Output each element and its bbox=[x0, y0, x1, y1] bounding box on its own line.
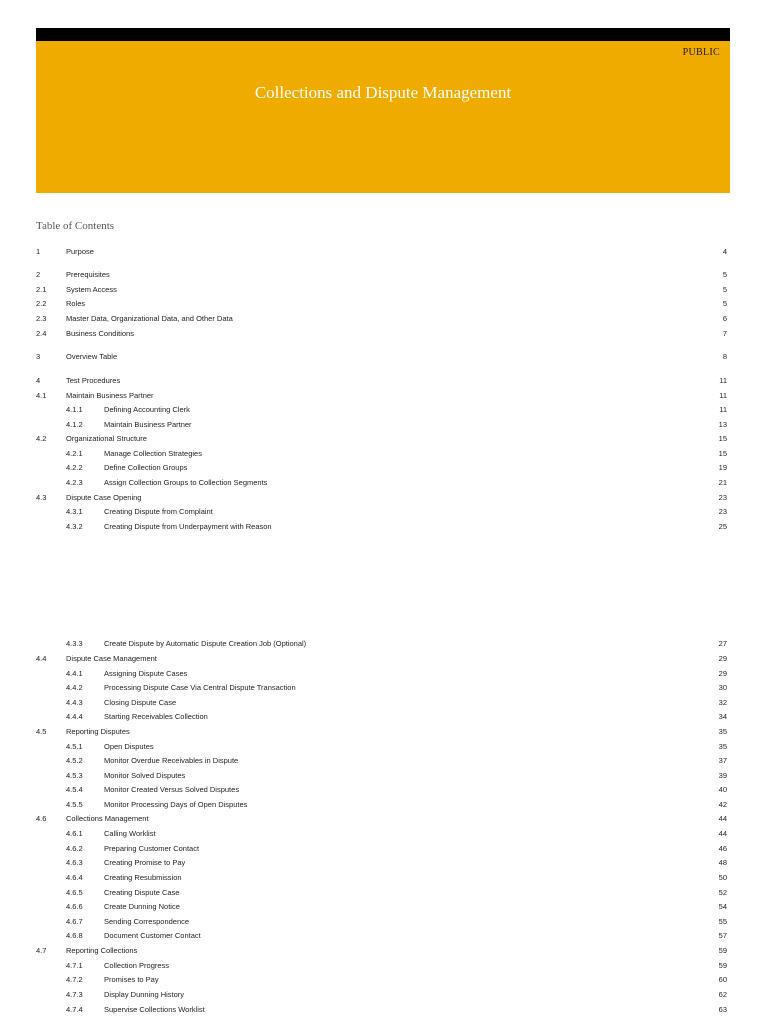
toc-entry-title: Sending Correspondence bbox=[104, 917, 190, 926]
toc-entry-page: 35 bbox=[718, 727, 727, 736]
toc-entry-page: 29 bbox=[718, 669, 727, 678]
toc-entry[interactable] bbox=[36, 461, 730, 475]
toc-entry-number: 4.4.4 bbox=[66, 712, 83, 721]
toc-entry-page: 13 bbox=[718, 420, 727, 429]
toc-entry-number: 4.7.4 bbox=[66, 1005, 83, 1014]
toc-entry-number: 4.2 bbox=[36, 434, 47, 443]
toc-entry[interactable] bbox=[36, 350, 730, 364]
toc-entry-page: 59 bbox=[718, 946, 727, 955]
toc-entry-number: 4.3.3 bbox=[66, 639, 83, 648]
toc-entry-page: 46 bbox=[718, 844, 727, 853]
toc-entry[interactable] bbox=[36, 476, 730, 490]
toc-entry[interactable] bbox=[36, 327, 730, 341]
toc-entry[interactable] bbox=[36, 681, 730, 695]
toc-entry-number: 4.5.3 bbox=[66, 771, 83, 780]
toc-entry-number: 2.1 bbox=[36, 285, 47, 294]
toc-entry-number: 4.7.2 bbox=[66, 975, 83, 984]
toc-entry-page: 5 bbox=[722, 270, 727, 279]
toc-entry-title: Monitor Processing Days of Open Disputes bbox=[104, 800, 248, 809]
toc-entry-title: Assign Collection Groups to Collection Segments bbox=[104, 478, 268, 487]
toc-entry[interactable] bbox=[36, 827, 730, 841]
toc-entry-page: 50 bbox=[718, 873, 727, 882]
classification-label: PUBLIC bbox=[682, 47, 720, 58]
toc-entry[interactable] bbox=[36, 798, 730, 812]
toc-entry-page: 27 bbox=[718, 639, 727, 648]
toc-entry-number: 4.1 bbox=[36, 391, 47, 400]
toc-entry-page: 15 bbox=[718, 434, 727, 443]
toc-entry-number: 4.4.1 bbox=[66, 669, 83, 678]
toc-entry-page: 7 bbox=[722, 329, 727, 338]
toc-entry-number: 4.5.1 bbox=[66, 742, 83, 751]
toc-entry[interactable] bbox=[36, 944, 730, 958]
toc-entry-title: Creating Dispute Case bbox=[104, 888, 180, 897]
toc-entry[interactable] bbox=[36, 856, 730, 870]
toc-entry-title: Create Dispute by Automatic Dispute Creation Job (Optional) bbox=[104, 639, 307, 648]
title-banner bbox=[36, 41, 730, 193]
toc-entry-page: 15 bbox=[718, 449, 727, 458]
toc-entry-title: Manage Collection Strategies bbox=[104, 449, 202, 458]
toc-entry-number: 4.5 bbox=[36, 727, 47, 736]
toc-entry[interactable] bbox=[36, 959, 730, 973]
toc-entry-title: Dispute Case Opening bbox=[66, 493, 142, 502]
toc-entry-number: 4.5.4 bbox=[66, 785, 83, 794]
toc-entry-title: Starting Receivables Collection bbox=[104, 712, 208, 721]
toc-entry-title: Defining Accounting Clerk bbox=[104, 405, 190, 414]
toc-entry-title: Test Procedures bbox=[66, 376, 121, 385]
toc-entry[interactable] bbox=[36, 973, 730, 987]
toc-entry-number: 4.6.3 bbox=[66, 858, 83, 867]
toc-entry-page: 44 bbox=[718, 814, 727, 823]
toc-entry[interactable] bbox=[36, 754, 730, 768]
toc-entry[interactable] bbox=[36, 710, 730, 724]
toc-entry-title: Preparing Customer Contact bbox=[104, 844, 200, 853]
toc-entry[interactable] bbox=[36, 491, 730, 505]
toc-entry[interactable] bbox=[36, 389, 730, 403]
toc-entry-title: Calling Worklist bbox=[104, 829, 156, 838]
toc-entry[interactable] bbox=[36, 812, 730, 826]
toc-entry-number: 4.6 bbox=[36, 814, 47, 823]
toc-entry-page: 35 bbox=[718, 742, 727, 751]
toc-entry-title: Overview Table bbox=[66, 352, 118, 361]
toc-entry-number: 2.4 bbox=[36, 329, 47, 338]
toc-entry-number: 4.5.2 bbox=[66, 756, 83, 765]
toc-entry-number: 4.2.3 bbox=[66, 478, 83, 487]
toc-entry-title: Closing Dispute Case bbox=[104, 698, 177, 707]
toc-entry-number: 4.6.5 bbox=[66, 888, 83, 897]
toc-entry[interactable] bbox=[36, 769, 730, 783]
toc-entry-number: 1 bbox=[36, 247, 41, 256]
toc-entry-title: Document Customer Contact bbox=[104, 931, 201, 940]
toc-entry-title: Roles bbox=[66, 299, 86, 308]
toc-entry[interactable] bbox=[36, 505, 730, 519]
toc-entry-page: 59 bbox=[718, 961, 727, 970]
toc-entry-page: 19 bbox=[718, 463, 727, 472]
toc-entry-number: 4.4.3 bbox=[66, 698, 83, 707]
toc-entry[interactable] bbox=[36, 783, 730, 797]
toc-entry-page: 29 bbox=[718, 654, 727, 663]
toc-entry-title: Organizational Structure bbox=[66, 434, 147, 443]
toc-entry-number: 4.3.1 bbox=[66, 507, 83, 516]
toc-entry-page: 8 bbox=[722, 352, 727, 361]
toc-entry[interactable] bbox=[36, 432, 730, 446]
toc-entry-page: 21 bbox=[718, 478, 727, 487]
toc-entry-page: 37 bbox=[718, 756, 727, 765]
toc-entry[interactable] bbox=[36, 725, 730, 739]
toc-entry-page: 11 bbox=[719, 405, 727, 414]
toc-entry-number: 2.3 bbox=[36, 314, 47, 323]
toc-entry[interactable] bbox=[36, 418, 730, 432]
toc-entry-number: 4.6.2 bbox=[66, 844, 83, 853]
toc-entry-page: 23 bbox=[718, 507, 727, 516]
toc-entry-title: Assigning Dispute Cases bbox=[104, 669, 188, 678]
toc-entry-title: Open Disputes bbox=[104, 742, 154, 751]
toc-entry-number: 4.4.2 bbox=[66, 683, 83, 692]
toc-entry[interactable] bbox=[36, 447, 730, 461]
toc-entry-title: Collection Progress bbox=[104, 961, 170, 970]
toc-entry-number: 4.4 bbox=[36, 654, 47, 663]
toc-entry[interactable] bbox=[36, 915, 730, 929]
toc-entry-title: Maintain Business Partner bbox=[66, 391, 154, 400]
toc-entry-title: Processing Dispute Case Via Central Dispute Transaction bbox=[104, 683, 296, 692]
toc-entry[interactable] bbox=[36, 637, 730, 651]
toc-entry-page: 42 bbox=[718, 800, 727, 809]
toc-entry[interactable] bbox=[36, 929, 730, 943]
toc-entry-number: 2 bbox=[36, 270, 41, 279]
toc-entry-title: Monitor Overdue Receivables in Dispute bbox=[104, 756, 239, 765]
toc-entry-title: Monitor Created Versus Solved Disputes bbox=[104, 785, 240, 794]
toc-entry-page: 55 bbox=[718, 917, 727, 926]
toc-entry-title: Dispute Case Management bbox=[66, 654, 157, 663]
toc-entry-title: Prerequisites bbox=[66, 270, 110, 279]
toc-entry-title: Reporting Disputes bbox=[66, 727, 130, 736]
toc-entry-title: Promises to Pay bbox=[104, 975, 159, 984]
toc-entry-page: 34 bbox=[718, 712, 727, 721]
toc-entry[interactable] bbox=[36, 740, 730, 754]
top-black-bar bbox=[36, 28, 730, 41]
toc-entry-title: System Access bbox=[66, 285, 117, 294]
toc-entry-number: 4.6.4 bbox=[66, 873, 83, 882]
toc-entry[interactable] bbox=[36, 988, 730, 1002]
toc-entry-number: 4.6.1 bbox=[66, 829, 83, 838]
toc-entry-number: 2.2 bbox=[36, 299, 47, 308]
toc-entry-page: 11 bbox=[719, 391, 727, 400]
toc-entry-title: Creating Dispute from Complaint bbox=[104, 507, 213, 516]
toc-entry-page: 62 bbox=[718, 990, 727, 999]
toc-entry-page: 48 bbox=[718, 858, 727, 867]
toc-entry-page: 57 bbox=[718, 931, 727, 940]
toc-entry-title: Reporting Collections bbox=[66, 946, 138, 955]
toc-entry-title: Collections Management bbox=[66, 814, 149, 823]
toc-entry-page: 23 bbox=[718, 493, 727, 502]
toc-entry-page: 5 bbox=[722, 285, 727, 294]
toc-entry[interactable] bbox=[36, 696, 730, 710]
toc-entry-title: Define Collection Groups bbox=[104, 463, 188, 472]
toc-entry-number: 4.6.6 bbox=[66, 902, 83, 911]
toc-entry[interactable] bbox=[36, 403, 730, 417]
toc-entry[interactable] bbox=[36, 283, 730, 297]
toc-entry[interactable] bbox=[36, 268, 730, 282]
toc-entry-page: 6 bbox=[722, 314, 727, 323]
toc-entry-number: 4.2.2 bbox=[66, 463, 83, 472]
toc-entry-page: 52 bbox=[718, 888, 727, 897]
toc-entry-title: Supervise Collections Worklist bbox=[104, 1005, 205, 1014]
toc-entry[interactable] bbox=[36, 1003, 730, 1017]
toc-entry-page: 4 bbox=[722, 247, 727, 256]
toc-entry[interactable] bbox=[36, 312, 730, 326]
toc-entry-page: 32 bbox=[718, 698, 727, 707]
toc-entry[interactable] bbox=[36, 297, 730, 311]
toc-entry-page: 44 bbox=[718, 829, 727, 838]
toc-entry-number: 3 bbox=[36, 352, 41, 361]
toc-heading: Table of Contents bbox=[36, 220, 115, 232]
toc-entry[interactable] bbox=[36, 374, 730, 388]
toc-entry-number: 4.7.3 bbox=[66, 990, 83, 999]
toc-entry-page: 63 bbox=[718, 1005, 727, 1014]
toc-entry-title: Creating Resubmission bbox=[104, 873, 182, 882]
toc-entry-title: Create Dunning Notice bbox=[104, 902, 180, 911]
toc-entry-number: 4.6.8 bbox=[66, 931, 83, 940]
toc-entry[interactable] bbox=[36, 886, 730, 900]
toc-entry-number: 4 bbox=[36, 376, 41, 385]
toc-entry-page: 39 bbox=[718, 771, 727, 780]
toc-entry-number: 4.1.1 bbox=[66, 405, 83, 414]
toc-entry-title: Display Dunning History bbox=[104, 990, 185, 999]
toc-entry-title: Business Conditions bbox=[66, 329, 134, 338]
document-title: Collections and Dispute Management bbox=[254, 83, 512, 102]
toc-entry[interactable] bbox=[36, 900, 730, 914]
toc-entry[interactable] bbox=[36, 842, 730, 856]
toc-entry-number: 4.7.1 bbox=[66, 961, 83, 970]
toc-entry-number: 4.2.1 bbox=[66, 449, 83, 458]
toc-entry-page: 60 bbox=[718, 975, 727, 984]
toc-entry-page: 30 bbox=[718, 683, 727, 692]
toc-entry-title: Monitor Solved Disputes bbox=[104, 771, 186, 780]
toc-entry[interactable] bbox=[36, 667, 730, 681]
toc-entry-page: 40 bbox=[718, 785, 727, 794]
toc-entry-number: 4.7 bbox=[36, 946, 47, 955]
toc-entry-title: Purpose bbox=[66, 247, 94, 256]
toc-entry[interactable] bbox=[36, 652, 730, 666]
toc-entry-title: Creating Dispute from Underpayment with Reason bbox=[104, 522, 272, 531]
toc-entry-page: 11 bbox=[719, 376, 727, 385]
toc-entry-number: 4.6.7 bbox=[66, 917, 83, 926]
toc-entry-title: Master Data, Organizational Data, and Other Data bbox=[66, 314, 233, 323]
toc-entry[interactable] bbox=[36, 245, 730, 259]
toc-entry-title: Maintain Business Partner bbox=[104, 420, 192, 429]
toc-entry-number: 4.1.2 bbox=[66, 420, 83, 429]
toc-entry[interactable] bbox=[36, 871, 730, 885]
toc-entry-page: 25 bbox=[718, 522, 727, 531]
toc-entry-title: Creating Promise to Pay bbox=[104, 858, 186, 867]
toc-entry-number: 4.3 bbox=[36, 493, 47, 502]
toc-entry-page: 54 bbox=[718, 902, 727, 911]
toc-entry[interactable] bbox=[36, 520, 730, 534]
toc-entry-number: 4.5.5 bbox=[66, 800, 83, 809]
toc-entry-number: 4.3.2 bbox=[66, 522, 83, 531]
toc-entry-page: 5 bbox=[722, 299, 727, 308]
